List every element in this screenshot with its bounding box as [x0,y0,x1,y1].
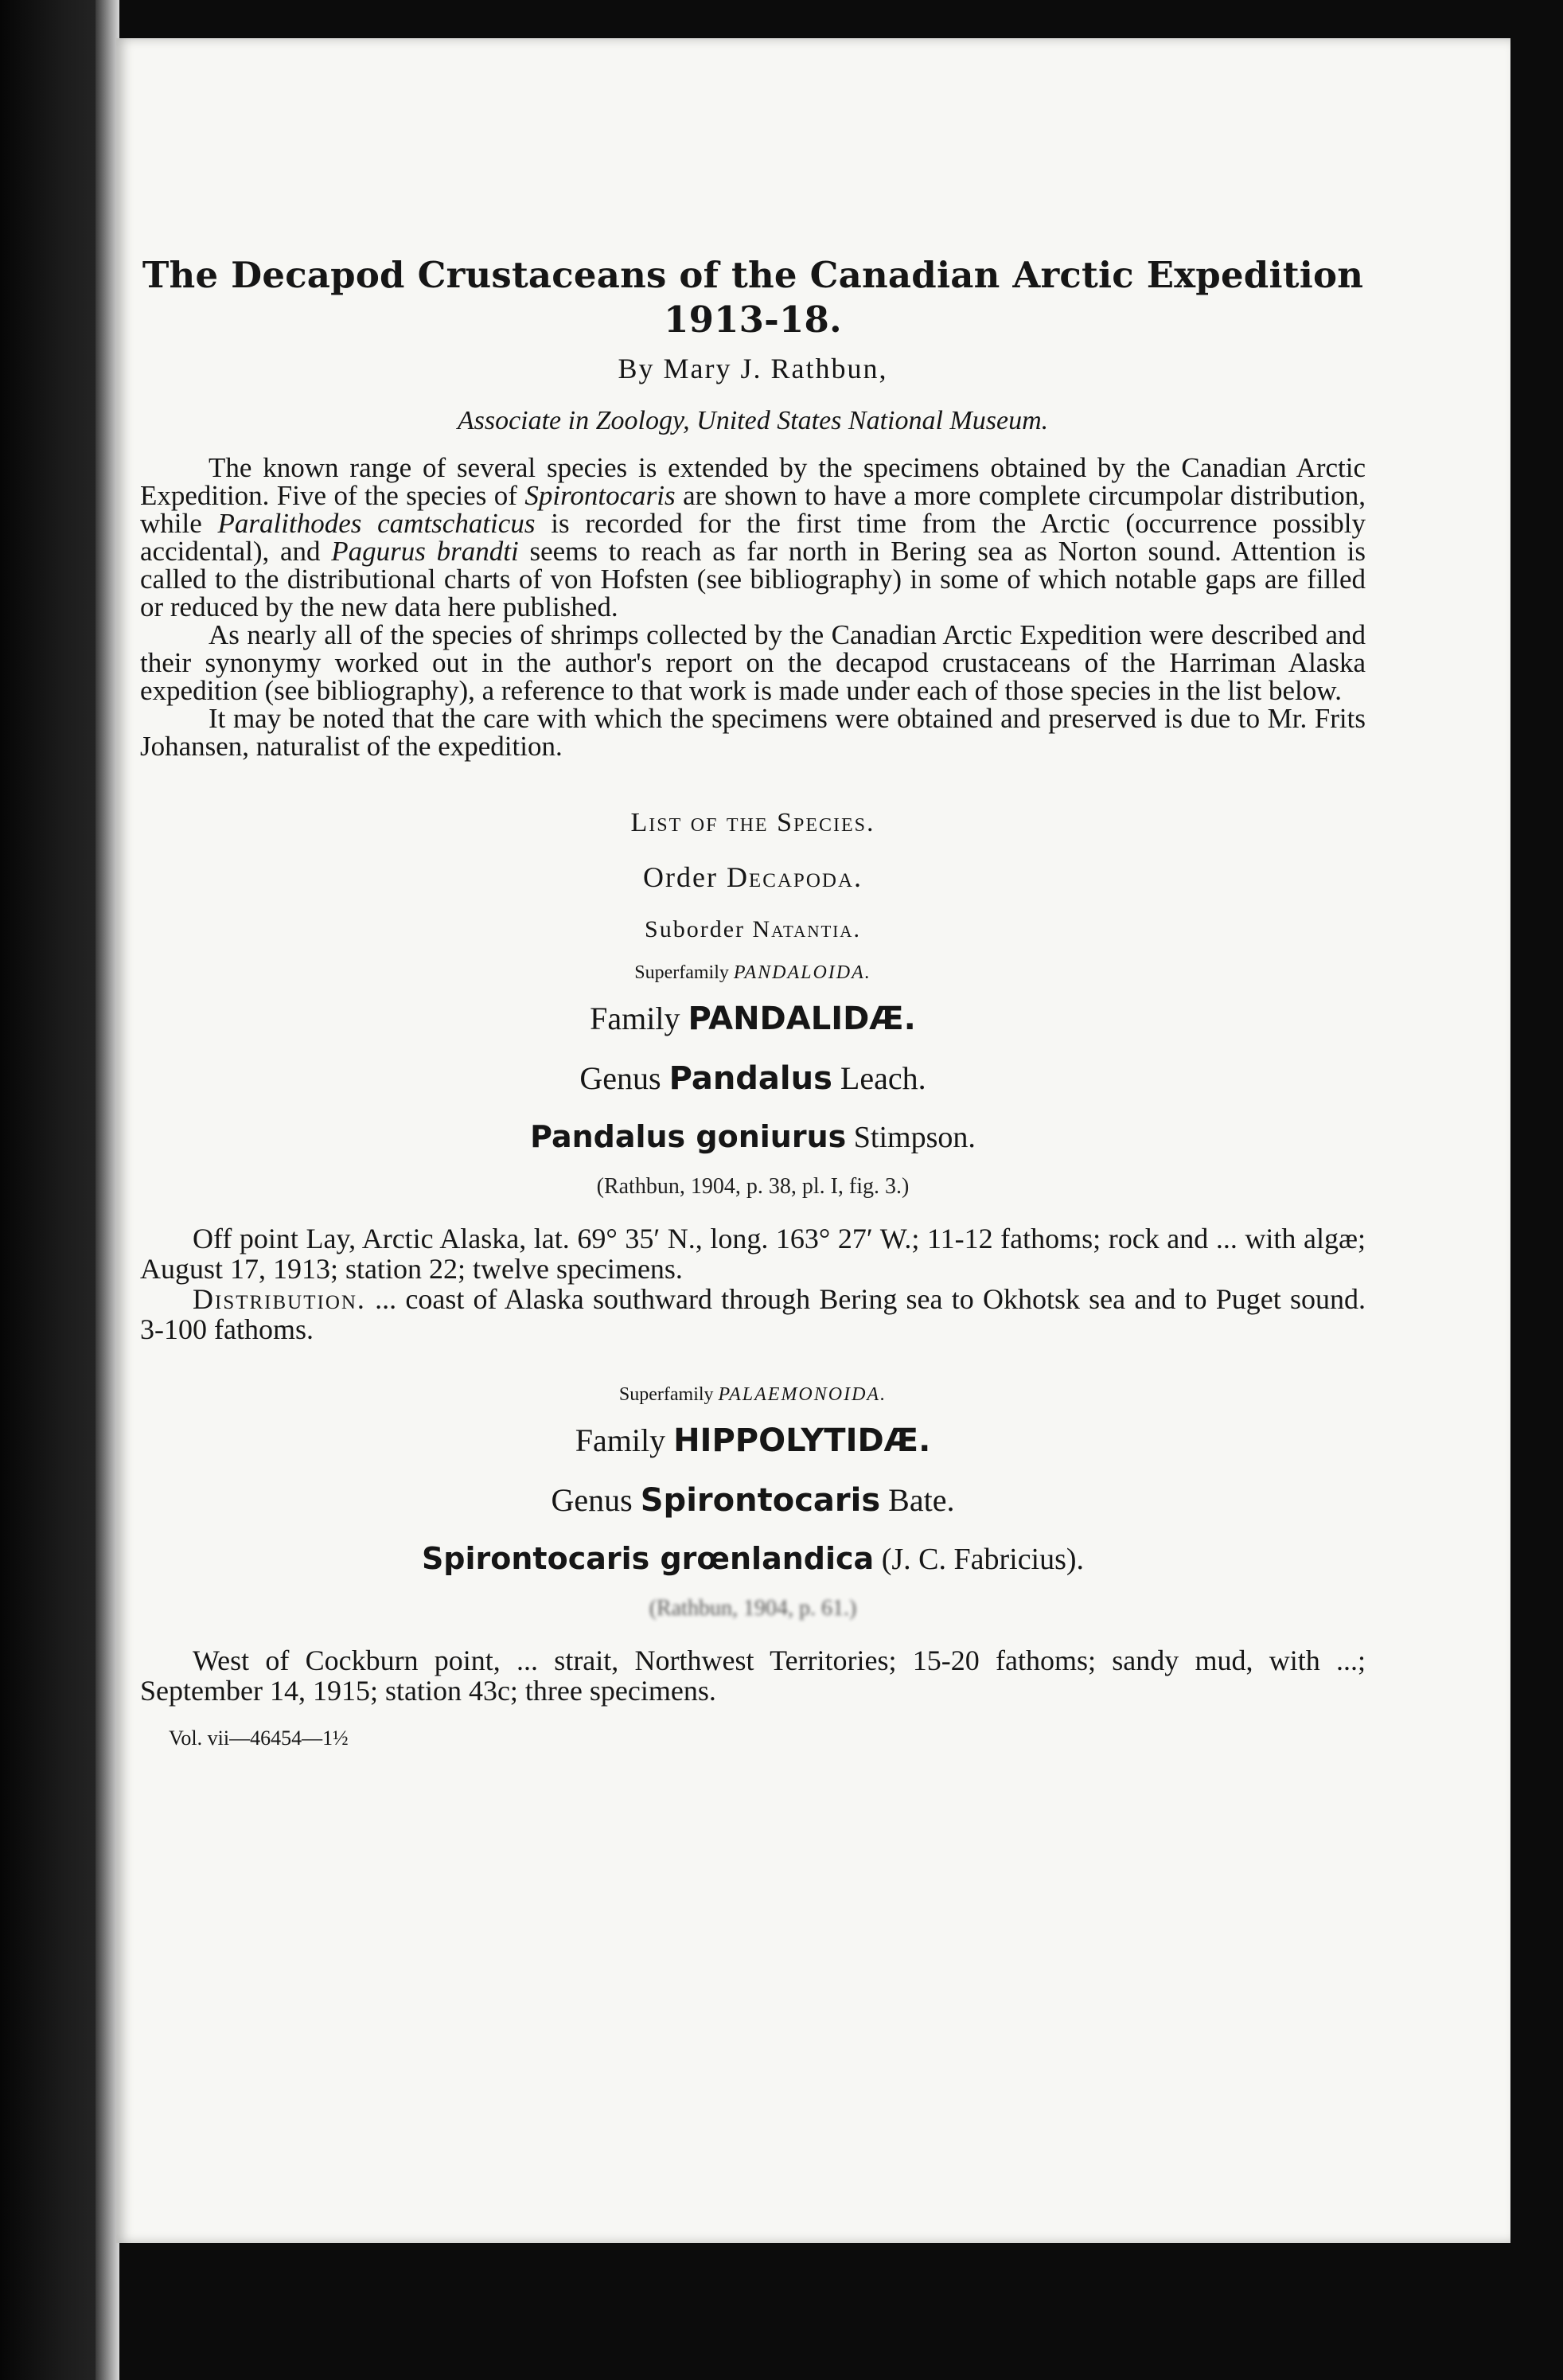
intro-paragraph-2: As nearly all of the species of shrimps collected by the Canadian Arctic Expedition were described and their synonymy worked out in the author's report on the decapod crustaceans of the Harriman Alaska expedition (see bibliography), a reference to that work is made under each of those species in the list below. [140,619,1366,706]
genus-author: Bate. [880,1482,955,1518]
distribution-label: Distribution. [193,1283,366,1315]
species-reference-2: (Rathbun, 1904, p. 61.) [649,1596,857,1621]
page-content [140,253,1366,1750]
genus-label: Genus [579,1060,669,1096]
family-heading-2 [140,1422,1366,1459]
genus-heading-2 [140,1481,1366,1519]
superfamily-name: PANDALOIDA. [733,962,871,983]
superfamily-heading-2 [140,1384,1366,1406]
family-name: PANDALIDÆ. [688,1001,916,1037]
film-frame-left [0,0,119,2380]
p1-text-b: are shown to have a more complete circumpolar distribution, while [140,480,1366,539]
author-byline: By Mary J. Rathbun, [618,353,888,384]
p1-text-c: is recorded for the first time from the Arctic (occurrence possibly accidental), and [140,508,1366,567]
superfamily-label: Superfamily [618,1384,719,1405]
family-label: Family [575,1422,674,1458]
p1-species-2: Paralithodes camtschaticus [217,508,536,539]
superfamily-name: PALAEMONOIDA. [718,1384,887,1405]
intro-paragraph-3: It may be noted that the care with which the specimens were obtained and preserved is due to Mr. Frits Johansen, naturalist of the expedition. [140,703,1366,762]
volume-footer: Vol. vii—46454—1½ [169,1726,349,1750]
suborder-label: Suborder [645,916,753,942]
species-heading-1 [140,1119,1366,1155]
species-record-2: West of Cockburn point, ... strait, Northwest Territories; 15-20 fathoms; sandy mud, with ...; September 14, 1915; station 43c; three specimens. [140,1645,1366,1707]
species-author: Stimpson. [846,1121,976,1154]
p1-species-1: Spirontocaris [524,480,676,511]
title-line-2: 1913-18. [664,298,842,341]
species-distribution-1 [140,1284,1366,1344]
suborder-name: Natantia. [752,916,861,942]
p1-text-d: seems to reach as far north in Bering sea as Norton sound. Attention is called to the distributional charts of von Hofsten (see bibliography) in some of which notable gaps are filled or reduced by the new data here published. [140,536,1366,622]
order-label: Order [642,861,727,893]
title-line-1: The Decapod Crustaceans of the Canadian Arctic Expedition [142,254,1364,296]
genus-name: Pandalus [668,1060,832,1097]
species-heading-2 [140,1541,1366,1577]
species-reference-1: (Rathbun, 1904, p. 38, pl. I, fig. 3.) [596,1174,910,1199]
species-name: Pandalus goniurus [530,1119,847,1154]
distribution-text: ... coast of Alaska southward through Bering sea to Okhotsk sea and to Puget sound. 3-100 fathoms. [140,1283,1366,1345]
intro-paragraph-1 [140,454,1366,621]
order-name: Decapoda. [726,861,863,893]
family-name: HIPPOLYTIDÆ. [673,1422,931,1459]
superfamily-heading-1 [140,962,1366,984]
p1-species-3: Pagurus brandti [331,536,519,567]
species-author: (J. C. Fabricius). [874,1543,1085,1576]
p1-text-a: The known range of several species is extended by the specimens obtained by the Canadian Arctic Expedition. Five of the species of [140,452,1366,511]
family-heading-1 [140,1000,1366,1037]
family-label: Family [590,1001,688,1036]
genus-heading-1 [140,1059,1366,1097]
author-affiliation: Associate in Zoology, United States National Museum. [457,406,1049,435]
species-name: Spirontocaris grœnlandica [421,1541,875,1576]
suborder-heading [140,916,1366,943]
article-title [140,253,1366,342]
genus-name: Spirontocaris [640,1482,881,1519]
superfamily-label: Superfamily [634,962,734,983]
species-list-heading: List of the Species. [630,808,875,837]
document-page [116,38,1510,2243]
genus-label: Genus [551,1482,641,1518]
species-record-1: Off point Lay, Arctic Alaska, lat. 69° 35′ N., long. 163° 27′ W.; 11-12 fathoms; rock and ... with algæ; August 17, 1913; station 22; twelve specimens. [140,1223,1366,1285]
genus-author: Leach. [832,1060,926,1096]
spacer [140,1344,1366,1360]
order-heading [140,860,1366,894]
